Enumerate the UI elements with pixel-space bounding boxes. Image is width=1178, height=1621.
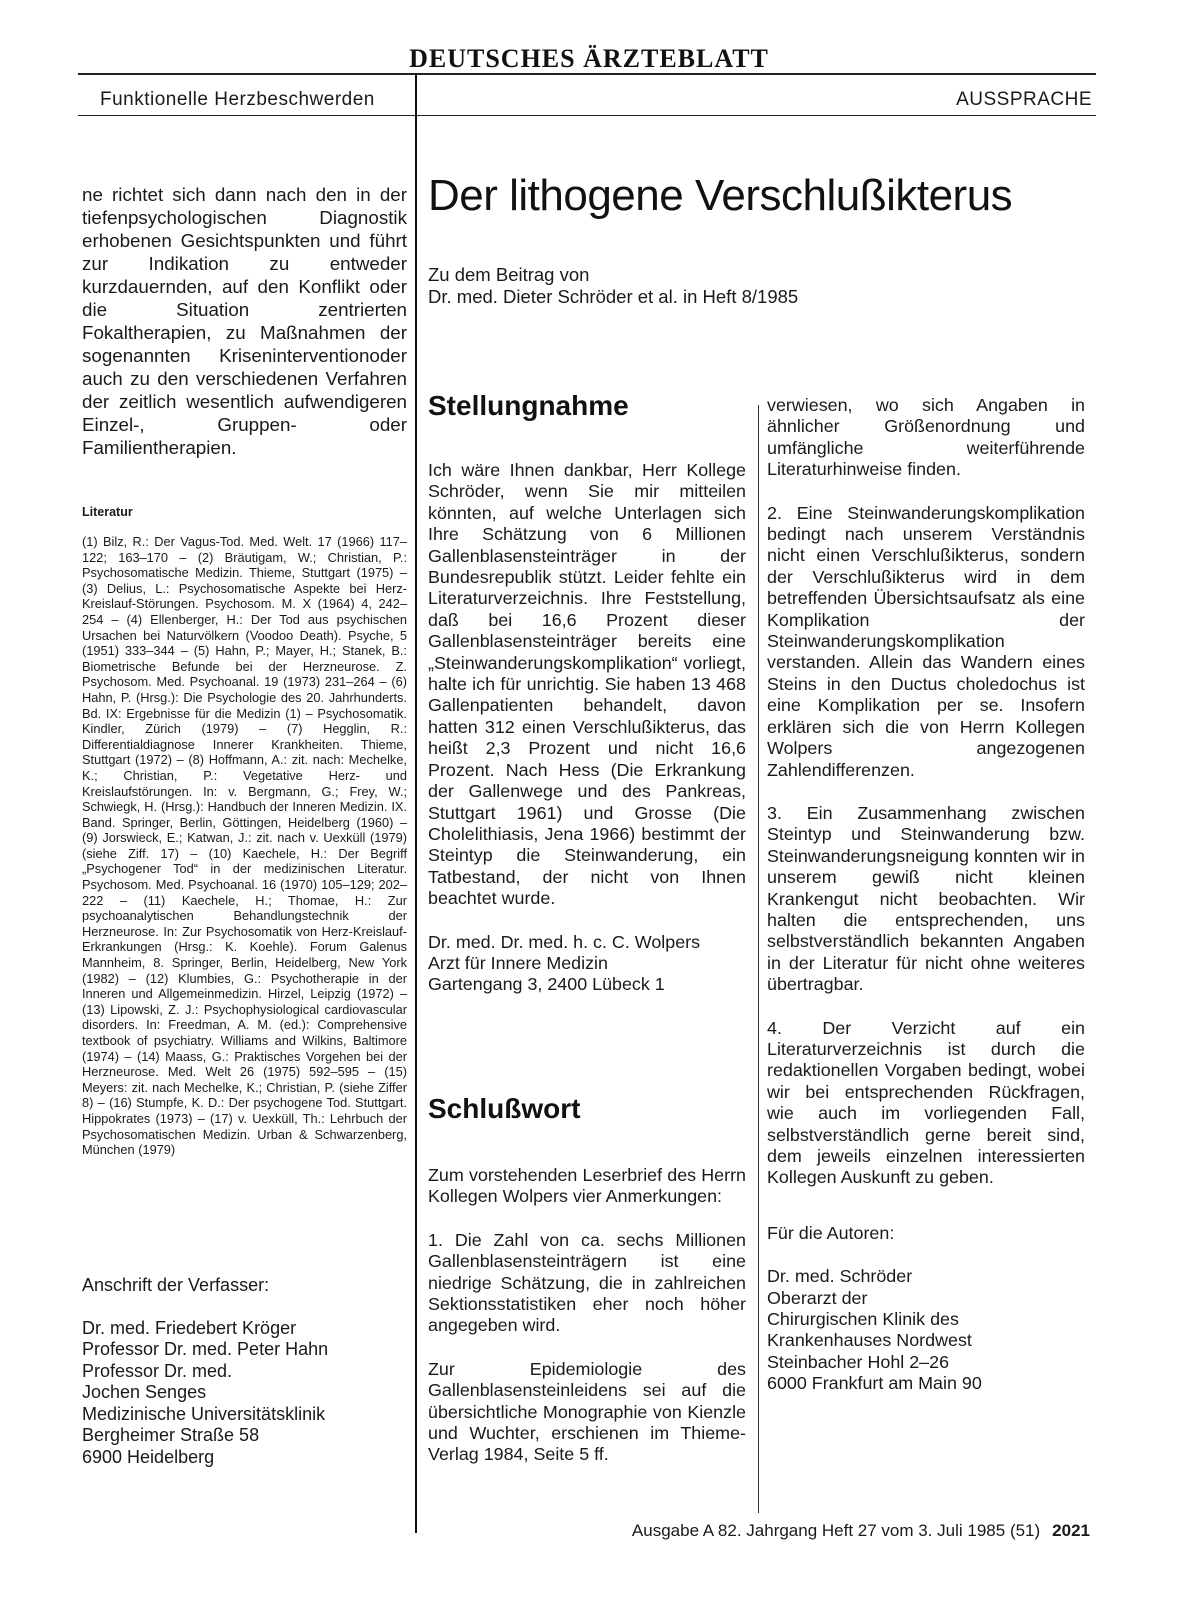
schlusswort-point-2: 2. Eine Steinwanderungskomplikation bedingt nach unserem Verständnis nicht einen Verschlußikterus, sondern der Verschlußikterus wird in dem betreffenden Übersichtsaufsatz als eine Komplikation der Steinwanderungskomplikation verstanden. Allein das Wandern eines Steins in den Ductus choledochus ist eine Komplikation per se. Insofern erklären sich die von Herrn Kollegen Wolpers angezogenen Zahlendifferenzen. [767, 502, 1085, 780]
address-line: Jochen Senges [82, 1382, 207, 1402]
authors-address [82, 1275, 412, 1468]
signature-line: Arzt für Innere Medizin [428, 952, 608, 973]
article-subtitle [428, 264, 1088, 308]
left-body-text: ne richtet sich dann nach den in der tiefenpsychologischen Diagnostik erhobenen Gesichtspunkten und führt zur Indikation zu entweder kurzdauernden, auf den Konflikt oder die Situation zentrierten Fokaltherapien, zu Maßnahmen der sogenannten Kriseninterventionoder auch zu den verschiedenen Verfahren der zeitlich wesentlich aufwendigeren Einzel-, Gruppen- oder Familientherapien. [82, 184, 407, 458]
stellungnahme-column [428, 460, 746, 996]
header-rule [78, 73, 1096, 75]
masthead: DEUTSCHES ÄRZTEBLATT [409, 44, 769, 73]
literature-list: (1) Bilz, R.: Der Vagus-Tod. Med. Welt. 17 (1966) 117–122; 163–170 – (2) Bräutigam, W.; Christian, P.: Psychosomatische Medizin. Thieme, Stuttgart (1975) – (3) Delius, L.: Psychosomatische Aspekte bei Herz-Kreislauf-Störungen. Psychosom. M. X (1964) 4, 242–254 – (4) Ellenberger, H.: Der Tod aus psychischen Ursachen bei Naturvölkern (Voodoo Death). Psyche, 5 (1951) 333–344 – (5) Hahn, P.; Mayer, H.; Stanek, B.: Biometrische Befunde bei der Herzneurose. Z. Psychosom. Med. Psychoanal. 19 (1973) 231–264 – (6) Hahn, P. (Hrsg.): Die Psychologie des 20. Jahrhunderts. Bd. IX: Ergebnisse für die Medizin (1) – Psychosomatik. Kindler, Zürich (1979) – (7) Hegglin, R.: Differentialdiagnose Innerer Krankheiten. Thieme, Stuttgart (1972) – (8) Hoffmann, A.: zit. nach: Mechelke, K.; Christian, P.: Vegetative Herz- und Kreislaufstörungen. In: v. Bergmann, G.; Frey, W.; Schwiegk, H. (Hrsg.): Handbuch der Inneren Medizin. IX. Band. Springer, Berlin, Göttingen, Heidelberg (1960) – (9) Jorswieck, E.; Katwan, J.: zit. nach v. Uexküll (1979) (siehe Ziff. 17) – (10) Kaechele, H.: Der Begriff „Psychogener Tod“ in der medizinischen Literatur. Psychosom. Med. Psychoanal. 16 (1970) 105–129; 202–222 – (11) Kaechele, H.; Thomae, H.: Zur psychoanalytischen Behandlungstechnik der Herzneurose. In: Zur Psychosomatik von Herz-Kreislauf-Erkrankungen (Hrsg.: K. Koehle). Forum Galenus Mannheim, 8. Springer, Berlin, Heidelberg, New York (1982) – (12) Klumbies, G.: Psychotherapie in der Inneren und Allgemeinmedizin. Hirzel, Leipzig (1972) – (13) Lipowski, Z. J.: Psychophysiological cardiovascular disorders. In: Freedman, A. M. (ed.): Comprehensive textbook of psychiatry. Williams and Wilkins, Baltimore (1974) – (14) Maass, G.: Praktisches Vorgehen bei der Herzneurose. Med. Welt 26 (1975) 592–595 – (15) Meyers: zit. nach Mechelke, K.; Christian, P. (siehe Ziffer 8) – (16) Stumpfe, K. D.: Der psychogene Tod. Stuttgart. Hippokrates (1973) – (17) v. Uexküll, Th.: Lehrbuch der Psychosomatischen Medizin. Urban & Schwarzenberg, München (1979) [82, 534, 407, 1158]
address-line: Professor Dr. med. [82, 1360, 233, 1381]
schlusswort-column-right [767, 395, 1085, 1395]
signature-line: Oberarzt der [767, 1287, 868, 1308]
section-title-right: AUSSPRACHE [956, 89, 1092, 110]
signature-line: Dr. med. Dr. med. h. c. C. Wolpers [428, 931, 701, 952]
signature-line: 6000 Frankfurt am Main 90 [767, 1373, 982, 1394]
schlusswort-point-4: 4. Der Verzicht auf ein Literaturverzeichnis ist durch die redaktionellen Vorgaben bedingt, wobei wir bei entsprechenden Rückfragen, wie auch im vorliegenden Fall, selbstverständlich gerne bereit sind, dem jeweils einzelnen interessierten Kollegen Auskunft zu geben. [767, 1017, 1085, 1188]
stellungnahme-body: Ich wäre Ihnen dankbar, Herr Kollege Schröder, wenn Sie mir mitteilen könnten, auf welche Unterlagen sich Ihre Schätzung von 6 Millionen Gallenblasensteinträger in der Bundesrepublik stützt. Leider fehlte ein Literaturverzeichnis. Ihre Feststellung, daß bei 16,6 Prozent dieser Gallenblasensteinträger bereits eine „Steinwanderungskomplikation“ vorliegt, halte ich für unrichtig. Sie haben 13 468 Gallenpatienten behandelt, davon hatten 312 einen Verschlußikterus, das heißt 2,3 Prozent und nicht 16,6 Prozent. Nach Hess (Die Erkrankung der Gallenwege und des Pankreas, Stuttgart 1961) und Grosse (Die Cholelithiasis, Jena 1966) bestimmt der Steintyp die Steinwanderung, ein Tatbestand, der nicht von Ihnen beachtet wurde. [428, 460, 746, 909]
address-line: Medizinische Universitätsklinik [82, 1403, 326, 1424]
edition-info: Ausgabe A 82. Jahrgang Heft 27 vom 3. Juli 1985 (51) [631, 1521, 1041, 1540]
section-title-left: Funktionelle Herzbeschwerden [100, 89, 375, 110]
address-line: Professor Dr. med. Peter Hahn [82, 1339, 329, 1359]
schlusswort-point-1: 1. Die Zahl von ca. sechs Millionen Gallenblasensteinträgern ist eine niedrige Schätzung, die in zahlreichen Sektionsstatistiken eher noch höher angegeben wird. [428, 1229, 746, 1336]
subheader-rule [78, 115, 1096, 116]
schlusswort-epidemiology: Zur Epidemiologie des Gallenblasensteinleidens sei auf die übersichtliche Monographie von Kienzle und Wuchter, erschienen im Thieme-Verlag 1984, Seite 5 ff. [428, 1358, 746, 1465]
schlusswort-intro: Zum vorstehenden Leserbrief des Herrn Kollegen Wolpers vier Anmerkungen: [428, 1165, 746, 1207]
left-column [82, 183, 407, 459]
stellungnahme-heading: Stellungnahme [428, 390, 629, 421]
signature-line: Chirurgischen Klinik des [767, 1309, 959, 1330]
schlusswort-signature [767, 1266, 1085, 1394]
signature-line: Krankenhauses Nordwest [767, 1330, 972, 1351]
for-authors-label: Für die Autoren: [767, 1222, 895, 1243]
schlusswort-point-3: 3. Ein Zusammenhang zwischen Steintyp und Steinwanderung bzw. Steinwanderungsneigung konnten wir in unserem gewiß nicht kleinen Krankengut nicht beobachten. Wir halten die entsprechenden, uns selbstverständlich bekannten Angaben in der Literatur für nicht ohne weiteres übertragbar. [767, 802, 1085, 995]
address-line: 6900 Heidelberg [82, 1446, 215, 1467]
subtitle-line: Dr. med. Dieter Schröder et al. in Heft 8/1985 [428, 286, 799, 307]
stellungnahme-signature [428, 932, 746, 996]
schlusswort-column-mid [428, 1165, 746, 1466]
page-footer [632, 1521, 1090, 1541]
article-title: Der lithogene Verschlußikterus [428, 171, 1013, 220]
subtitle-line: Zu dem Beitrag von [428, 264, 590, 285]
schlusswort-continued: verwiesen, wo sich Angaben in ähnlicher Größenordnung und umfängliche weiterführende Literaturhinweise finden. [767, 395, 1085, 480]
literature-heading: Literatur [82, 505, 133, 519]
address-label: Anschrift der Verfasser: [82, 1275, 270, 1295]
column-divider-main [415, 73, 417, 1533]
signature-line: Gartengang 3, 2400 Lübeck 1 [428, 974, 665, 995]
address-line: Dr. med. Friedebert Kröger [82, 1317, 297, 1338]
page-number: 2021 [1052, 1521, 1090, 1540]
signature-line: Dr. med. Schröder [767, 1266, 913, 1287]
column-divider-inner [758, 405, 759, 1513]
schlusswort-heading: Schlußwort [428, 1093, 581, 1124]
address-line: Bergheimer Straße 58 [82, 1425, 260, 1445]
signature-line: Steinbacher Hohl 2–26 [767, 1351, 950, 1372]
